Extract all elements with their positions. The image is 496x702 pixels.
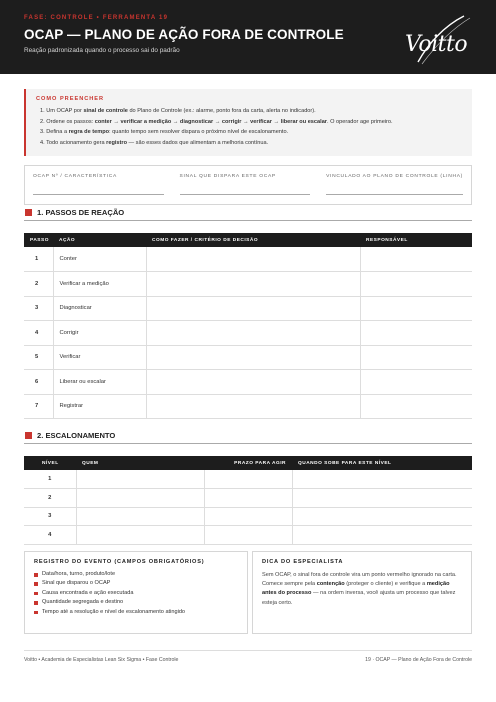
page-header: [0, 0, 496, 74]
trigger-cell[interactable]: [292, 526, 472, 545]
list-item: Causa encontrada e ação executada: [34, 590, 238, 596]
who-cell[interactable]: [76, 526, 204, 545]
table-row: 3: [24, 507, 472, 526]
table-header-row: PASSO AÇÃO COMO FAZER / CRITÉRIO DE DECISÃO RESPONSÁVEL: [24, 233, 472, 247]
how-to-fill-box: [24, 89, 472, 156]
event-record-box: REGISTRO DO EVENTO (CAMPOS OBRIGATÓRIOS) Data/hora, turno, produto/lote Sinal que disparou o OCAP Causa encontrada e ação executada Quantidade segregada e destino Tempo até a resolução e nível de escalonamento atingido: [24, 551, 248, 634]
table-row: 2 Verificar a medição: [24, 272, 472, 297]
responsible-cell[interactable]: [360, 370, 472, 395]
responsible-cell[interactable]: [360, 296, 472, 321]
responsible-cell[interactable]: [360, 394, 472, 419]
table-row: 5 Verificar: [24, 345, 472, 370]
section-marker: [25, 209, 32, 216]
instruction-item: 1. Um OCAP por sinal de controle do Plano de Controle (ex.: alarme, ponto fora da carta, alerta no indicador).: [40, 108, 316, 114]
header-eyebrow: FASE: CONTROLE • FERRAMENTA 19: [24, 15, 169, 21]
instruction-item: 4. Todo acionamento gera registro — são esses dados que alimentam a melhoria contínua.: [40, 139, 269, 146]
list-item: Quantidade segregada e destino: [34, 599, 238, 605]
escalation-table: [24, 456, 472, 545]
who-cell[interactable]: [76, 470, 204, 489]
criteria-cell[interactable]: [146, 394, 360, 419]
criteria-cell[interactable]: [146, 272, 360, 297]
trigger-cell[interactable]: [292, 507, 472, 526]
criteria-cell[interactable]: [146, 296, 360, 321]
deadline-cell[interactable]: [204, 526, 292, 545]
how-to-fill-title: COMO PREENCHER: [36, 96, 105, 102]
ocap-header-fields: [24, 165, 472, 205]
who-cell[interactable]: [76, 489, 204, 508]
responsible-cell[interactable]: [360, 321, 472, 346]
section-heading-reaction-steps: 1. PASSOS DE REAÇÃO: [24, 207, 472, 221]
control-plan-link-field[interactable]: VINCULADO AO PLANO DE CONTROLE (LINHA): [318, 166, 471, 204]
criteria-cell[interactable]: [146, 247, 360, 272]
table-row: 4: [24, 526, 472, 545]
deadline-cell[interactable]: [204, 470, 292, 489]
list-item: Sinal que disparou o OCAP: [34, 580, 238, 586]
trigger-cell[interactable]: [292, 489, 472, 508]
section-heading-escalation: 2. ESCALONAMENTO: [24, 430, 472, 444]
responsible-cell[interactable]: [360, 345, 472, 370]
reaction-steps-table: [24, 233, 472, 419]
expert-tip-text: Sem OCAP, o sinal fora de controle vira um ponto vermelho ignorado na carta. Comece sempre pela contenção (proteger o cliente) e verifique a medição antes do processo — na ordem inversa, você ajusta um processo que talvez esteja certo.: [262, 572, 457, 606]
table-row: 6 Liberar ou escalar: [24, 370, 472, 395]
table-row: 4 Corrigir: [24, 321, 472, 346]
who-cell[interactable]: [76, 507, 204, 526]
footer-right: 19 · OCAP — Plano de Ação Fora de Controle: [365, 657, 472, 663]
page-title: OCAP — PLANO DE AÇÃO FORA DE CONTROLE: [24, 27, 344, 42]
section-marker: [25, 432, 32, 439]
deadline-cell[interactable]: [204, 507, 292, 526]
table-row: 7 Registrar: [24, 394, 472, 419]
list-item: Data/hora, turno, produto/lote: [34, 571, 238, 577]
table-row: 2: [24, 489, 472, 508]
instruction-item: 3. Defina a regra de tempo: quanto tempo sem resolver dispara o próximo nível de escalonamento.: [40, 129, 289, 136]
ocap-number-field[interactable]: OCAP Nº / CARACTERÍSTICA: [25, 166, 172, 204]
footer-left: Voitto • Academia de Especialistas Lean Six Sigma • Fase Controle: [24, 657, 179, 663]
page-footer: [24, 650, 472, 663]
criteria-cell[interactable]: [146, 345, 360, 370]
deadline-cell[interactable]: [204, 489, 292, 508]
criteria-cell[interactable]: [146, 370, 360, 395]
table-header-row: NÍVEL QUEM PRAZO PARA AGIR QUANDO SOBE PARA ESTE NÍVEL: [24, 456, 472, 470]
responsible-cell[interactable]: [360, 272, 472, 297]
page-subtitle: Reação padronizada quando o processo sai do padrão: [24, 47, 180, 54]
table-row: 1: [24, 470, 472, 489]
expert-tip-box: DICA DO ESPECIALISTA Sem OCAP, o sinal fora de controle vira um ponto vermelho ignorado na carta. Comece sempre pela contenção (proteger o cliente) e verifique a medição antes do processo — na ordem inversa, você ajusta um processo que talvez esteja certo.: [252, 551, 472, 634]
instruction-item: 2. Ordene os passos: conter → verificar a medição → diagnosticar → corrigir → verificar → liberar ou escalar. O operador age primeiro.: [40, 118, 393, 125]
table-row: 1 Conter: [24, 247, 472, 272]
table-row: 3 Diagnosticar: [24, 296, 472, 321]
responsible-cell[interactable]: [360, 247, 472, 272]
trigger-signal-field[interactable]: SINAL QUE DISPARA ESTE OCAP: [172, 166, 319, 204]
criteria-cell[interactable]: [146, 321, 360, 346]
list-item: Tempo até a resolução e nível de escalonamento atingido: [34, 609, 238, 615]
voitto-logo-text: Voitto: [405, 32, 468, 57]
trigger-cell[interactable]: [292, 470, 472, 489]
